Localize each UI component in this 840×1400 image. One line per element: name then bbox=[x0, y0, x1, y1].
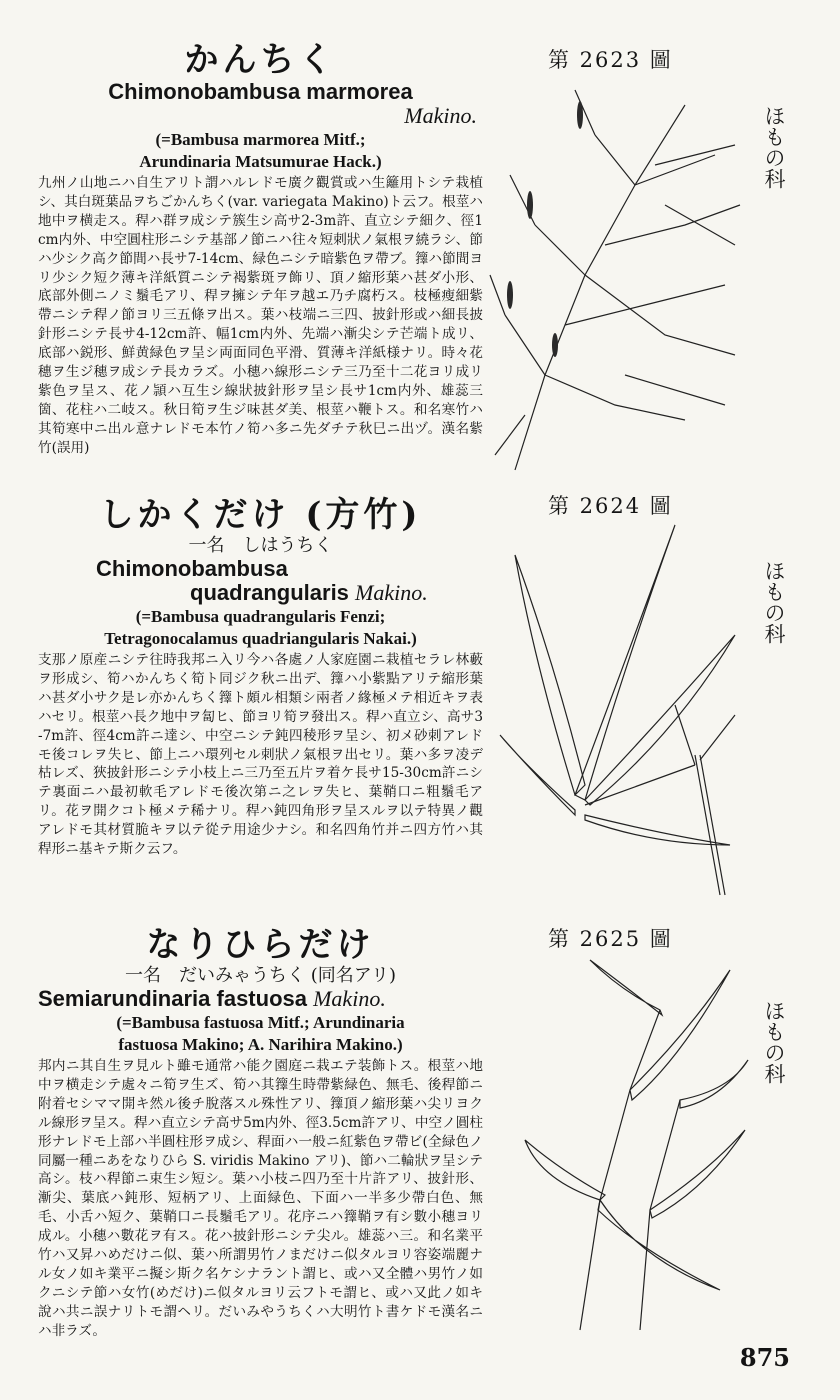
synonym-line-1: (=Bambusa fastuosa Mitf.; Arundinaria bbox=[116, 1013, 405, 1032]
synonym-line-1: (=Bambusa marmorea Mitf.; bbox=[155, 130, 366, 149]
scientific-name: Semiarundinaria fastuosa Makino. bbox=[38, 986, 386, 1011]
scientific-name-line-2: quadrangularis Makino. bbox=[190, 580, 428, 605]
entry-shikakudake bbox=[38, 495, 483, 859]
entry-title: かんちく bbox=[184, 40, 337, 80]
figure-label: 第 2624 圖 bbox=[548, 494, 673, 518]
family-label: ほもの科 bbox=[762, 105, 786, 189]
figure-label: 第 2625 圖 bbox=[548, 927, 673, 951]
family-label: ほもの科 bbox=[762, 560, 786, 644]
bamboo-illustration-2625 bbox=[520, 950, 750, 1335]
family-label: ほもの科 bbox=[762, 1000, 786, 1084]
entry-title: しかくだけ (方竹) bbox=[99, 495, 422, 535]
synonym-line-2: fastuosa Makino; A. Narihira Makino.) bbox=[118, 1035, 403, 1054]
entry-narihiradake bbox=[38, 925, 483, 1341]
scientific-name: Chimonobambusa marmorea bbox=[108, 79, 413, 104]
alternate-name: 一名 しはうちく bbox=[188, 535, 333, 556]
page-number: 875 bbox=[739, 1343, 790, 1372]
bamboo-illustration-2624 bbox=[495, 515, 740, 900]
synonym-line-1: (=Bambusa quadrangularis Fenzi; bbox=[135, 607, 386, 626]
entry-description: 支那ノ原産ニシテ往時我邦ニ入リ今ハ各處ノ人家庭園ニ栽植セラレ林藪ヲ形成シ、筍ハかんちく筍ト同ジク秋ニ出デ、籜ハ小紫點アリテ縮形葉ハ甚ダ小サク是レ亦かんちく籜ト頗ル相類シ兩者ノ緣極メテ相近キヲ表ハセリ。根莖ハ長ク地中ヲ匐ヒ、節ヨリ筍ヲ發出ス。稈ハ直立シ、高サ3-7m許、徑4cm許ニ達シ、中空ニシテ鈍四稜形ヲ呈シ、初メ砂刺アレドモ後コレヲ失ヒ、節上ニハ環列セル刺狀ノ氣根ヲ出セリ。葉ハ多ヲ凌デ枯レズ、狹披針形ニシテ小枝上ニ三乃至五片ヲ着ケ長サ15-30cm許ニシテ裏面ニハ最初軟毛アレドモ後次第ニ之レヲ失ヒ、葉鞘口ニ粗鬚毛アリ。花ヲ開クコト極メテ稀ナリ。稈ハ鈍四角形ヲ呈スルヲ以テ特異ノ觀アレドモ其材質脆キヲ以テ從テ用途少ナシ。和名四角竹并ニ四方竹ハ其稈形ニ基キテ斯ク云フ。 bbox=[38, 652, 483, 858]
entry-description: 九州ノ山地ニハ自生アリト謂ハルレドモ廣ク觀賞或ハ生籬用トシテ栽植シ、其白斑葉品ヲちごかんちく(var. variegata Makino)ト云フ。根莖ハ地中ヲ横走ス。稈ハ群ヲ成シテ簇生シ高サ2-3m許、直立シテ細ク、徑1cm内外、中空圓柱形ニシテ基部ノ節ニハ往々短刺狀ノ氣根ヲ繞ラシ、節ハ少シク高ク節間ハ長サ7-14cm、緑色ニシテ暗紫色ヲ帶ブ。籜ハ節間ヨリ少シク短ク薄キ洋紙質ニシテ褐紫斑ヲ飾リ、頂ノ縮形葉ハ甚ダ小形、底部外側ニノミ鬚毛アリ、稈ヲ擁シテ年ヲ越エ乃チ腐朽ス。枝極瘦細紫帶ニシテ稈ノ節ヨリ三五條ヲ出ス。葉ハ枝端ニ三四、披針形或ハ細長披針形ニシテ長サ4-12cm許、幅1cm内外、先端ハ漸尖シテ芒端ト成リ、底部ハ鋭形、鮮黄緑色ヲ呈シ両面同色平滑、質薄キ洋紙様ナリ。時々花穗ヲ生ジ穗ヲ成シテ長カラズ。小穗ハ線形ニシテ三乃至十二花ヨリ成リ紫色ヲ呈ス、花ノ頴ハ互生シ線狀披針形ヲ呈シ長サ1cm内外、雄蕊三箇、花柱ハ二岐ス。秋日筍ヲ生ジ味甚ダ美、根莖ハ鞭トス。和名寒竹ハ其筍寒中ニ出ル意ナレドモ本竹ノ筍ハ多ニ先ダチテ秋巳ニ出ヅ。漢名紫竹(誤用) bbox=[38, 175, 483, 456]
synonym-line-2: Arundinaria Matsumurae Hack.) bbox=[139, 152, 382, 171]
figure-label: 第 2623 圖 bbox=[548, 48, 673, 72]
bamboo-illustration-2623 bbox=[485, 75, 745, 475]
alternate-name: 一名 だいみゃうちく (同名アリ) bbox=[124, 965, 397, 986]
entry-description: 邦内ニ其自生ヲ見ルト雖モ通常ハ能ク園庭ニ栽エテ装飾トス。根莖ハ地中ヲ横走シテ處々ニ筍ヲ生ズ、筍ハ其籜生時帶紫緑色、無毛、後稈節ニ附着セシママ開キ然ル後チ脫落スル殊性アリ、籜頂ノ縮形葉ハ尖リヨクル線形ヲ呈ス。稈ハ直立シテ高サ5m内外、徑3.5cm許アリ、中空ノ圓柱形ナレドモ上部ハ半圓柱形ヲ成シ、稈面ハ一般ニ紅紫色ヲ帶ビ(全緑色ノ同屬一種ニあをなりひら S. viridis Makino アリ)、節ハ二輪狀ヲ呈シテ高シ。枝ハ稈節ニ束生シ短シ。葉ハ小枝ニ四乃至十片許アリ、披針形、漸尖、葉底ハ鈍形、短柄アリ、上面緑色、下面ハ一半多少帶白色、無毛、小舌ハ短ク、葉鞘口ニ長鬚毛アリ。花序ニハ籜鞘ヲ有シ數小穗ヨリ成ル。小穗ハ數花ヲ有ス。花ハ披針形ニシテ尖ル。雄蕊ハ三。和名業平竹ハ又昇ハめだけニ似、葉ハ所謂男竹ノまだけニ似タルヨリ容姿端麗ナル女ノ如キ業平ニ擬シ斯ク名ケシナラント謂ヒ、或ハ又全體ハ男竹ノ如クニシテ節ハ女竹(めだけ)ニ似タルヨリ云フトモ謂ヒ、或ハ又此ノ如キ說ハ共ニ誤ナリトモ謂ヘリ。だいみやうちくハ大明竹ト書ケドモ漢名ニハ非ラズ。 bbox=[38, 1058, 483, 1339]
synonym-line-2: Tetragonocalamus quadriangularis Nakai.) bbox=[104, 629, 417, 648]
scientific-author: Makino. bbox=[404, 103, 477, 128]
entry-kanchiku bbox=[38, 40, 483, 458]
entry-title: なりひらだけ bbox=[146, 925, 375, 965]
scientific-name-line-1: Chimonobambusa bbox=[96, 556, 288, 581]
